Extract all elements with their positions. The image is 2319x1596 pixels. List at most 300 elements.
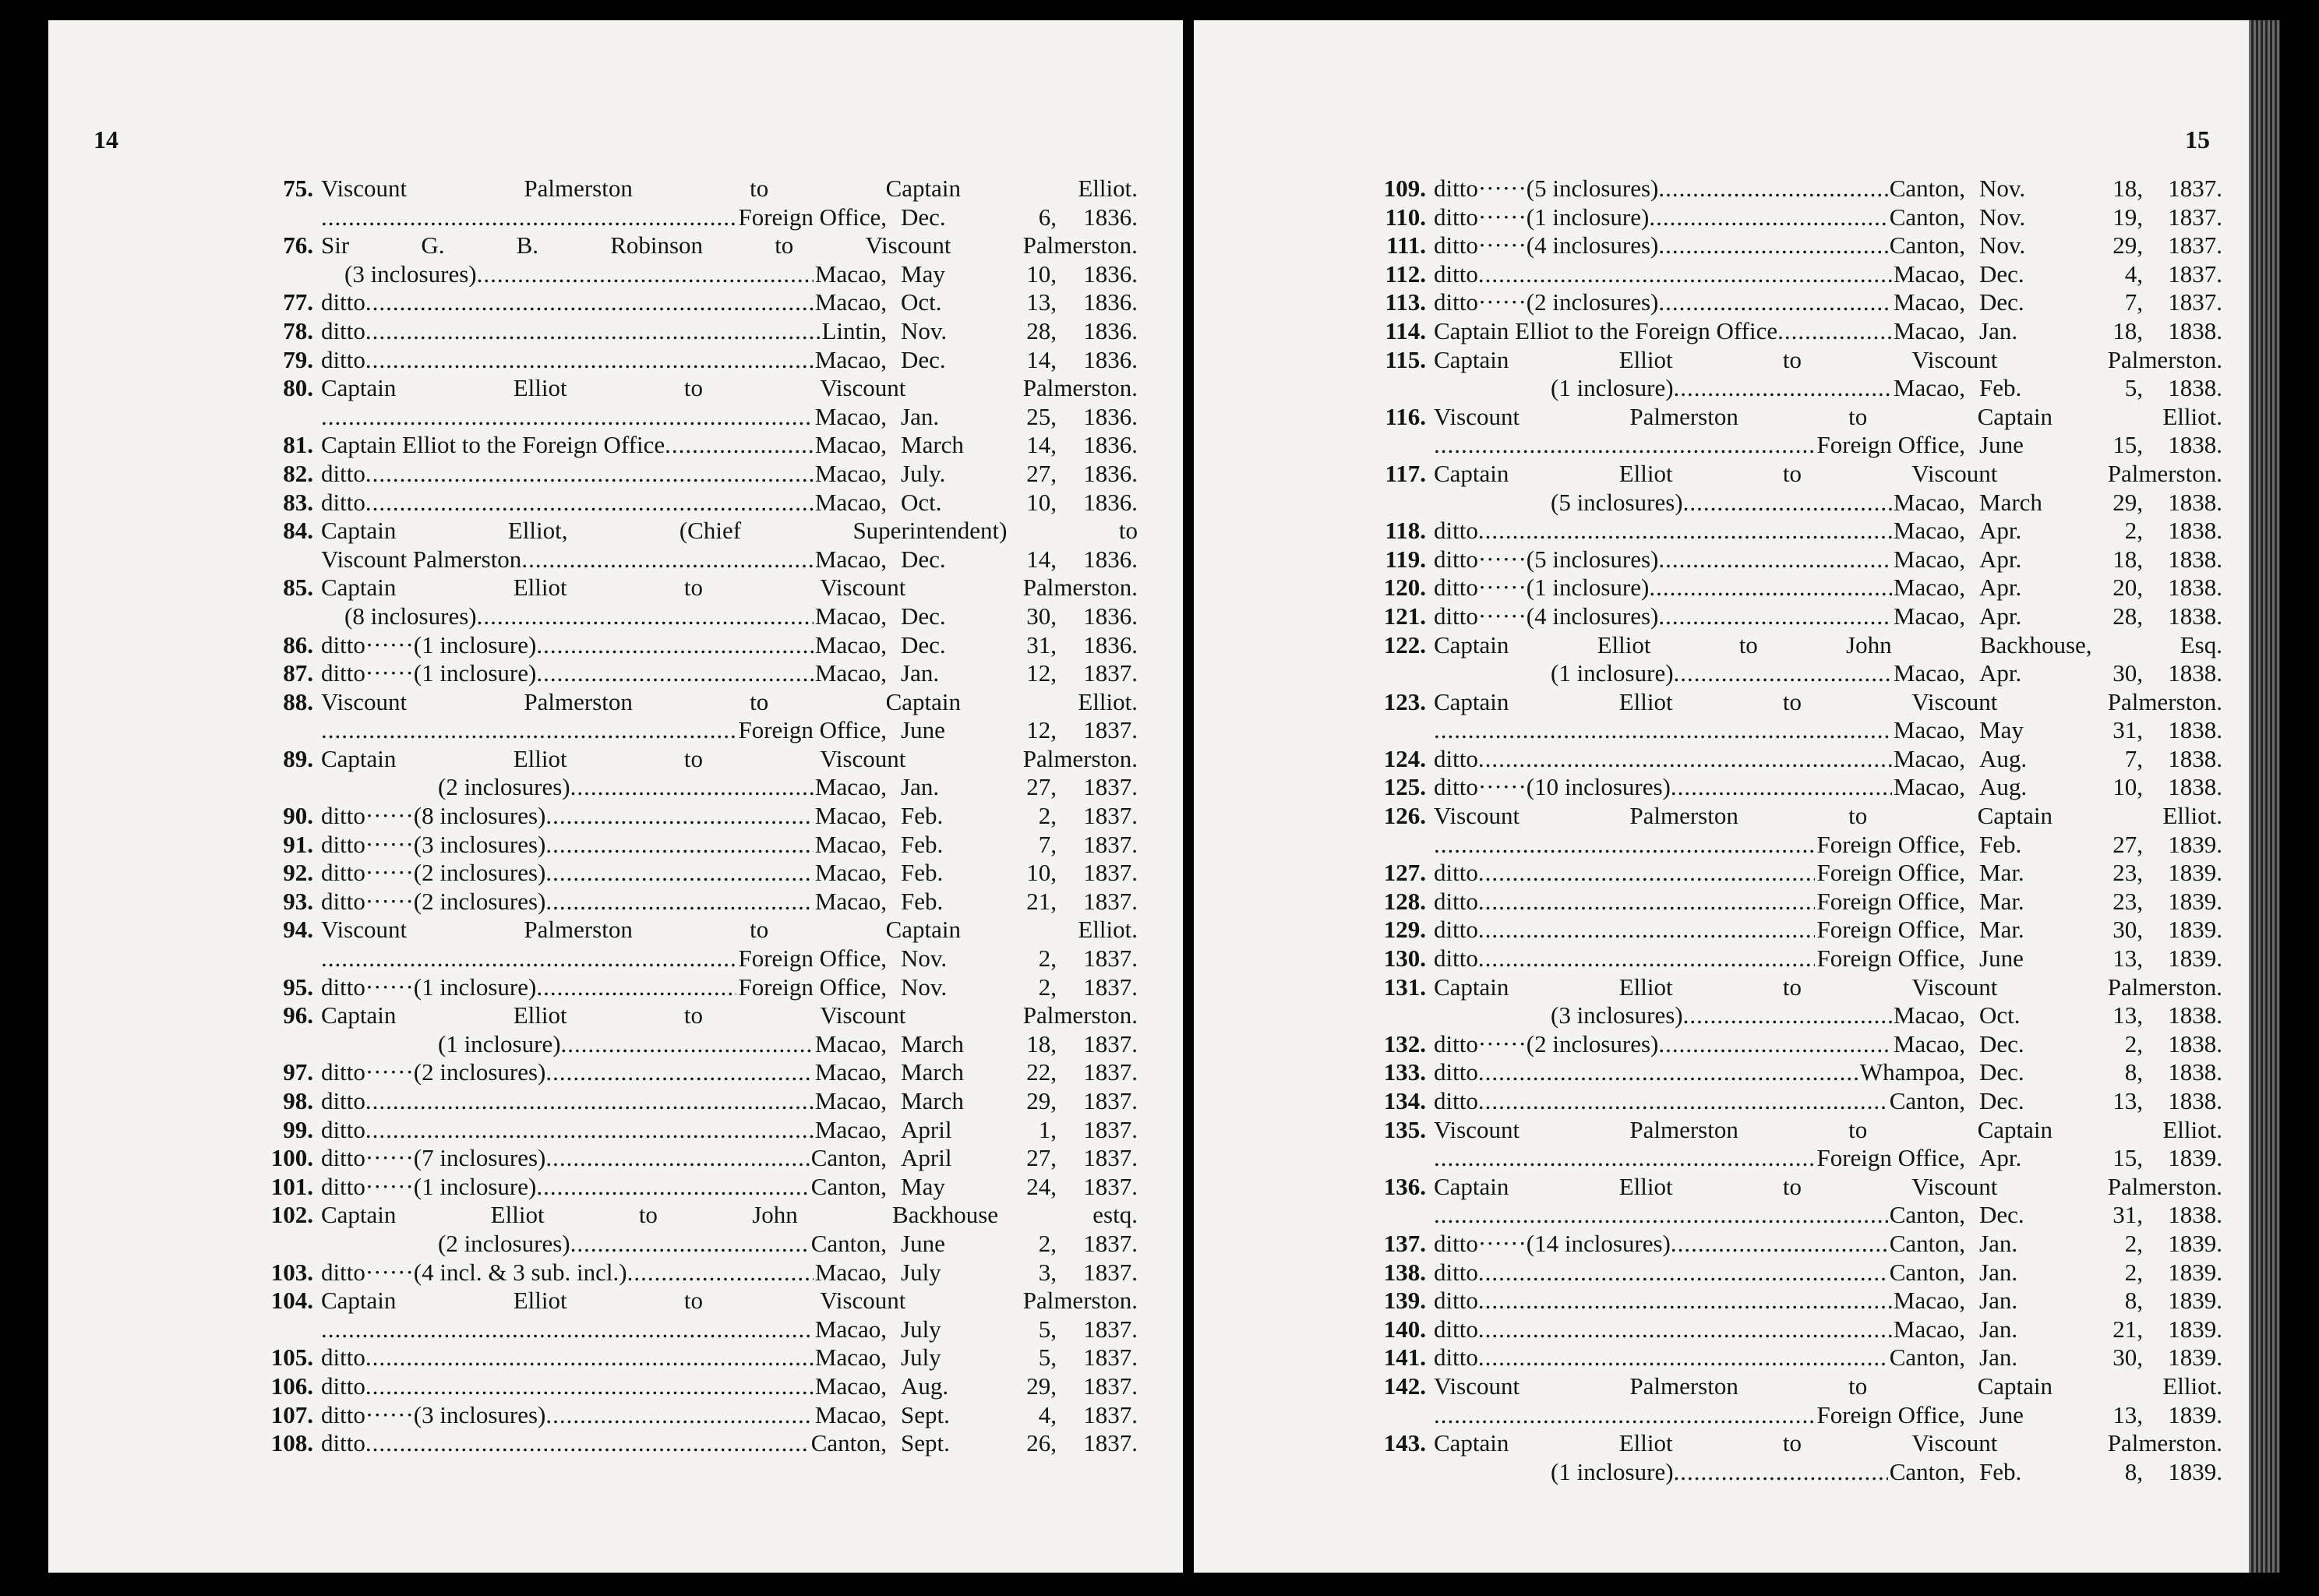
entry-day: 31,: [2113, 1201, 2143, 1229]
entry-month: April: [901, 1144, 952, 1172]
entry-title: Sir G. B. Robinson to Viscount Palmerston.: [321, 231, 1138, 260]
entry-year: 1839.: [2168, 916, 2222, 944]
entry-123: [1350, 688, 2222, 745]
entry-place: Macao,: [814, 402, 887, 430]
entry-day: 28,: [1026, 316, 1057, 344]
entry-day: 13,: [2113, 1001, 2143, 1029]
entry-day: 27,: [1026, 773, 1057, 801]
entry-month: Nov.: [1979, 175, 2026, 202]
entry-day: 10,: [1026, 260, 1057, 288]
entry-list-right: [1350, 175, 2222, 1486]
entry-day: 29,: [1026, 1087, 1057, 1114]
entry-day: 22,: [1026, 1058, 1057, 1086]
entry-78: [257, 317, 1138, 346]
entry-number: 87.: [283, 659, 313, 687]
entry-number: 113.: [1385, 288, 1426, 316]
entry-132: [1350, 1030, 2222, 1059]
entry-day: 10,: [1026, 488, 1057, 516]
entry-142: [1350, 1372, 2222, 1429]
entry-128: [1350, 888, 2222, 916]
entry-place: Macao,: [814, 802, 887, 830]
entry-year: 1837.: [1083, 1087, 1138, 1114]
entry-number: 80.: [283, 374, 313, 402]
entry-number: 139.: [1383, 1287, 1426, 1315]
entry-day: 1,: [1038, 1115, 1057, 1143]
entry-month: Feb.: [901, 887, 944, 915]
entry-number: 143.: [1383, 1429, 1426, 1457]
entry-month: Mar.: [1979, 916, 2024, 944]
entry-day: 2,: [1038, 945, 1057, 973]
entry-year: 1837.: [1083, 1400, 1138, 1428]
entry-description: ditto: [321, 1429, 365, 1457]
entry-79: [257, 346, 1138, 375]
entry-place: Foreign Office,: [1816, 431, 1965, 459]
entry-number: 100.: [270, 1144, 313, 1172]
entry-year: 1837.: [1083, 716, 1138, 744]
entry-place: Foreign Office,: [738, 716, 887, 744]
entry-year: 1837.: [1083, 1229, 1138, 1257]
entry-place: Macao,: [814, 630, 887, 659]
entry-place: Macao,: [1893, 488, 1965, 516]
entry-place: Macao,: [814, 830, 887, 858]
page-edge: [2249, 20, 2280, 1573]
entry-day: 4,: [2124, 260, 2143, 288]
entry-description: Viscount Palmerston: [321, 545, 522, 573]
entry-month: Nov.: [1979, 203, 2026, 231]
entry-description: ditto: [1434, 945, 1478, 973]
entry-number: 83.: [283, 488, 313, 516]
entry-year: 1837.: [1083, 887, 1138, 915]
entry-description: ditto: [1434, 859, 1478, 887]
entry-place: Foreign Office,: [1816, 830, 1965, 858]
entry-75: [257, 175, 1138, 231]
entry-place: Macao,: [1893, 288, 1965, 316]
entry-month: June: [1979, 431, 2024, 459]
entry-year: 1839.: [2168, 1287, 2222, 1315]
entry-title: Captain Elliot to John Backhouse estq.: [321, 1201, 1138, 1229]
entry-number: 103.: [270, 1258, 313, 1286]
entry-place: Macao,: [814, 602, 887, 630]
entry-month: July: [901, 1344, 941, 1372]
entry-number: 125.: [1383, 773, 1426, 801]
entry-description: ditto: [1434, 260, 1478, 288]
entry-description: ditto······(1 inclosure): [321, 659, 537, 687]
entry-number: 109.: [1383, 175, 1426, 202]
entry-month: Dec.: [1979, 288, 2024, 316]
entry-100: [257, 1144, 1138, 1173]
entry-month: Oct.: [901, 488, 942, 516]
entry-description: ditto······(4 inclosures): [1434, 602, 1659, 630]
entry-year: 1838.: [2168, 602, 2222, 630]
entry-description: ditto: [1434, 1287, 1478, 1315]
entry-year: 1838.: [2168, 716, 2222, 744]
entry-122: [1350, 631, 2222, 688]
entry-description: ditto······(2 inclosures): [1434, 288, 1659, 316]
entry-116: [1350, 403, 2222, 460]
entry-place: Macao,: [1893, 1029, 1965, 1058]
entry-year: 1837.: [1083, 773, 1138, 801]
entry-number: 77.: [283, 288, 313, 316]
entry-place: Macao,: [814, 1115, 887, 1143]
entry-131: [1350, 973, 2222, 1030]
entry-place: Foreign Office,: [1816, 945, 1965, 973]
entry-year: 1836.: [1083, 288, 1138, 316]
entry-title: Captain Elliot to Viscount Palmerston.: [321, 1001, 1138, 1029]
entry-year: 1837.: [1083, 802, 1138, 830]
entry-description: ditto: [1434, 1087, 1478, 1114]
entry-description: ditto: [321, 1372, 365, 1400]
entry-77: [257, 288, 1138, 317]
entry-year: 1838.: [2168, 659, 2222, 687]
entry-day: 24,: [1026, 1172, 1057, 1200]
entry-description: ditto······(1 inclosure): [321, 973, 537, 1001]
entry-day: 23,: [2113, 859, 2143, 887]
entry-number: 101.: [270, 1172, 313, 1200]
entry-day: 18,: [2113, 316, 2143, 344]
entry-113: [1350, 288, 2222, 317]
entry-95: [257, 973, 1138, 1002]
entry-description: ditto: [1434, 517, 1478, 545]
entry-day: 27,: [1026, 459, 1057, 487]
entry-description: ditto: [321, 1087, 365, 1114]
entry-99: [257, 1116, 1138, 1145]
entry-127: [1350, 859, 2222, 888]
entry-month: Mar.: [1979, 859, 2024, 887]
entry-place: Macao,: [814, 1344, 887, 1372]
entry-number: 76.: [283, 231, 313, 260]
entry-year: 1837.: [1083, 1172, 1138, 1200]
entry-day: 5,: [2124, 374, 2143, 402]
entry-month: Nov.: [901, 973, 948, 1001]
entry-number: 108.: [270, 1429, 313, 1457]
entry-number: 121.: [1383, 602, 1426, 630]
entry-year: 1837.: [1083, 1344, 1138, 1372]
entry-title: Captain Elliot, (Chief Superintendent) to: [321, 517, 1138, 545]
entry-description: ditto······(10 inclosures): [1434, 773, 1671, 801]
entry-title: Viscount Palmerston to Captain Elliot.: [321, 916, 1138, 944]
entry-day: 2,: [2124, 517, 2143, 545]
entry-description: ditto: [321, 316, 365, 344]
entry-number: 91.: [283, 830, 313, 858]
entry-day: 7,: [1038, 830, 1057, 858]
entry-place: Macao,: [1893, 602, 1965, 630]
entry-year: 1837.: [1083, 830, 1138, 858]
entry-94: [257, 916, 1138, 973]
entry-number: 123.: [1383, 687, 1426, 715]
entry-place: Macao,: [814, 488, 887, 516]
entry-place: Canton,: [1889, 1258, 1965, 1286]
entry-day: 23,: [2113, 887, 2143, 915]
entry-129: [1350, 916, 2222, 945]
entry-title: Viscount Palmerston to Captain Elliot.: [321, 687, 1138, 715]
entry-month: Jan.: [901, 773, 940, 801]
entry-place: Macao,: [1893, 574, 1965, 602]
entry-year: 1838.: [2168, 574, 2222, 602]
entry-year: 1837.: [2168, 203, 2222, 231]
entry-number: 134.: [1383, 1087, 1426, 1114]
entry-year: 1837.: [1083, 1258, 1138, 1286]
entry-place: Macao,: [1893, 1315, 1965, 1343]
entry-number: 114.: [1385, 316, 1426, 344]
entry-day: 13,: [1026, 288, 1057, 316]
entry-year: 1838.: [2168, 316, 2222, 344]
entry-92: [257, 859, 1138, 888]
entry-day: 27,: [2113, 830, 2143, 858]
entry-month: Jan.: [1979, 316, 2018, 344]
entry-month: Feb.: [1979, 830, 2022, 858]
entry-title: Captain Elliot to Viscount Palmerston.: [1434, 345, 2222, 373]
entry-137: [1350, 1230, 2222, 1259]
entry-place: Foreign Office,: [738, 203, 887, 231]
entry-98: [257, 1087, 1138, 1116]
entry-description: Captain Elliot to the Foreign Office: [321, 431, 665, 459]
entry-description: ditto······(2 inclosures): [321, 1058, 546, 1086]
entry-day: 12,: [1026, 716, 1057, 744]
entry-place: Canton,: [1889, 175, 1965, 202]
entry-month: March: [901, 1087, 964, 1114]
entry-title: Captain Elliot to Viscount Palmerston.: [321, 1287, 1138, 1315]
entry-description: ditto: [321, 488, 365, 516]
entry-84: [257, 517, 1138, 574]
entry-description: Captain Elliot to the Foreign Office: [1434, 316, 1778, 344]
entry-year: 1838.: [2168, 744, 2222, 772]
entry-121: [1350, 602, 2222, 631]
entry-month: Feb.: [901, 859, 944, 887]
entry-number: 92.: [283, 859, 313, 887]
entry-description: ditto······(4 incl. & 3 sub. incl.): [321, 1258, 627, 1286]
right-page: [1194, 20, 2249, 1573]
entry-description: ditto: [321, 288, 365, 316]
entry-description: ditto······(5 inclosures): [1434, 175, 1659, 202]
entry-month: Jan.: [1979, 1229, 2018, 1257]
entry-description: ditto······(8 inclosures): [321, 802, 546, 830]
entry-year: 1838.: [2168, 374, 2222, 402]
entry-101: [257, 1173, 1138, 1202]
entry-month: Apr.: [1979, 1144, 2022, 1172]
entry-description: ditto: [1434, 887, 1478, 915]
entry-day: 4,: [1038, 1400, 1057, 1428]
entry-year: 1837.: [1083, 1429, 1138, 1457]
entry-day: 13,: [2113, 945, 2143, 973]
entry-number: 98.: [283, 1087, 313, 1114]
entry-120: [1350, 574, 2222, 602]
page-number-left: 14: [94, 125, 118, 154]
entry-year: 1837.: [1083, 973, 1138, 1001]
entry-month: Dec.: [901, 203, 946, 231]
entry-year: 1838.: [2168, 1201, 2222, 1229]
entry-134: [1350, 1087, 2222, 1116]
entry-number: 119.: [1385, 545, 1426, 573]
entry-number: 85.: [283, 574, 313, 602]
entry-115: [1350, 346, 2222, 403]
entry-114: [1350, 317, 2222, 346]
entry-place: Foreign Office,: [1816, 887, 1965, 915]
entry-place: Macao,: [814, 1400, 887, 1428]
entry-day: 21,: [2113, 1315, 2143, 1343]
entry-day: 2,: [1038, 802, 1057, 830]
entry-number: 129.: [1383, 916, 1426, 944]
entry-day: 5,: [1038, 1344, 1057, 1372]
entry-number: 131.: [1383, 973, 1426, 1001]
entry-110: [1350, 203, 2222, 232]
entry-year: 1836.: [1083, 488, 1138, 516]
entry-day: 6,: [1038, 203, 1057, 231]
entry-day: 20,: [2113, 574, 2143, 602]
entry-year: 1837.: [2168, 231, 2222, 260]
entry-place: Canton,: [1889, 1344, 1965, 1372]
entry-number: 122.: [1383, 630, 1426, 659]
entry-number: 93.: [283, 887, 313, 915]
entry-place: Macao,: [1893, 374, 1965, 402]
entry-number: 120.: [1383, 574, 1426, 602]
entry-month: July: [901, 1315, 941, 1343]
entry-place: Macao,: [1893, 716, 1965, 744]
entry-day: 26,: [1026, 1429, 1057, 1457]
entry-month: Dec.: [1979, 1087, 2024, 1114]
entry-month: Sept.: [901, 1400, 950, 1428]
entry-month: July: [901, 1258, 941, 1286]
entry-month: Apr.: [1979, 545, 2022, 573]
entry-97: [257, 1058, 1138, 1087]
entry-number: 106.: [270, 1372, 313, 1400]
entry-place: Canton,: [1889, 1201, 1965, 1229]
entry-month: Feb.: [901, 830, 944, 858]
entry-year: 1839.: [2168, 1144, 2222, 1172]
entry-year: 1839.: [2168, 945, 2222, 973]
entry-number: 105.: [270, 1344, 313, 1372]
entry-month: Dec.: [1979, 260, 2024, 288]
entry-month: March: [901, 1029, 964, 1058]
entry-place: Macao,: [1893, 1287, 1965, 1315]
entry-number: 78.: [283, 316, 313, 344]
entry-title: Captain Elliot to John Backhouse, Esq.: [1434, 630, 2222, 659]
entry-number: 88.: [283, 687, 313, 715]
entry-day: 14,: [1026, 345, 1057, 373]
entry-108: [257, 1429, 1138, 1458]
entry-place: Canton,: [810, 1429, 887, 1457]
entry-year: 1836.: [1083, 345, 1138, 373]
entry-title: Captain Elliot to Viscount Palmerston.: [1434, 973, 2222, 1001]
entry-title: Viscount Palmerston to Captain Elliot.: [1434, 402, 2222, 430]
entry-description: ditto: [321, 1115, 365, 1143]
entry-day: 14,: [1026, 545, 1057, 573]
entry-place: Canton,: [1889, 1457, 1965, 1485]
entry-day: 19,: [2113, 203, 2143, 231]
entry-day: 10,: [2113, 773, 2143, 801]
entry-day: 27,: [1026, 1144, 1057, 1172]
entry-number: 107.: [270, 1400, 313, 1428]
entry-month: Apr.: [1979, 574, 2022, 602]
entry-117: [1350, 460, 2222, 517]
entry-number: 128.: [1383, 887, 1426, 915]
entry-96: [257, 1001, 1138, 1058]
entry-month: Jan.: [1979, 1287, 2018, 1315]
entry-year: 1837.: [1083, 1372, 1138, 1400]
entry-month: June: [1979, 1400, 2024, 1428]
entry-day: 30,: [2113, 659, 2143, 687]
entry-description: (1 inclosure): [1551, 374, 1674, 402]
entry-year: 1837.: [2168, 288, 2222, 316]
entry-day: 5,: [1038, 1315, 1057, 1343]
entry-title: Viscount Palmerston to Captain Elliot.: [1434, 1372, 2222, 1400]
entry-day: 2,: [1038, 973, 1057, 1001]
entry-title: Captain Elliot to Viscount Palmerston.: [321, 374, 1138, 402]
entry-place: Foreign Office,: [1816, 1144, 1965, 1172]
entry-year: 1836.: [1083, 431, 1138, 459]
entry-description: ditto: [1434, 1315, 1478, 1343]
entry-139: [1350, 1287, 2222, 1315]
entry-104: [257, 1287, 1138, 1344]
entry-year: 1838.: [2168, 1058, 2222, 1086]
entry-day: 8,: [2124, 1457, 2143, 1485]
entry-description: (5 inclosures): [1551, 488, 1683, 516]
entry-day: 29,: [1026, 1372, 1057, 1400]
entry-place: Macao,: [814, 459, 887, 487]
entry-85: [257, 574, 1138, 630]
entry-place: Macao,: [814, 1058, 887, 1086]
entry-month: May: [1979, 716, 2024, 744]
entry-place: Macao,: [814, 1372, 887, 1400]
entry-month: Dec.: [1979, 1029, 2024, 1058]
entry-month: Apr.: [1979, 659, 2022, 687]
entry-80: [257, 374, 1138, 431]
entry-number: 142.: [1383, 1372, 1426, 1400]
entry-description: (2 inclosures): [438, 1229, 570, 1257]
entry-month: Sept.: [901, 1429, 950, 1457]
entry-place: Macao,: [1893, 517, 1965, 545]
entry-month: April: [901, 1115, 952, 1143]
entry-month: June: [901, 1229, 945, 1257]
entry-138: [1350, 1259, 2222, 1287]
entry-description: ditto: [321, 459, 365, 487]
entry-place: Macao,: [1893, 659, 1965, 687]
entry-day: 18,: [2113, 545, 2143, 573]
entry-place: Foreign Office,: [738, 973, 887, 1001]
entry-day: 8,: [2124, 1058, 2143, 1086]
entry-103: [257, 1259, 1138, 1287]
entry-year: 1837.: [1083, 945, 1138, 973]
entry-year: 1837.: [1083, 1144, 1138, 1172]
entry-place: Macao,: [814, 859, 887, 887]
entry-year: 1837.: [1083, 1058, 1138, 1086]
entry-year: 1839.: [2168, 859, 2222, 887]
entry-place: Canton,: [1889, 203, 1965, 231]
entry-title: Captain Elliot to Viscount Palmerston.: [321, 744, 1138, 772]
entry-month: July.: [901, 459, 946, 487]
entry-description: ditto: [321, 1344, 365, 1372]
left-page: [48, 20, 1183, 1573]
entry-month: Nov.: [901, 945, 948, 973]
entry-place: Macao,: [1893, 545, 1965, 573]
entry-number: 127.: [1383, 859, 1426, 887]
entry-place: Macao,: [814, 431, 887, 459]
entry-month: Nov.: [901, 316, 948, 344]
entry-day: 2,: [1038, 1229, 1057, 1257]
entry-month: Oct.: [901, 288, 942, 316]
entry-month: Mar.: [1979, 887, 2024, 915]
entry-107: [257, 1401, 1138, 1430]
entry-number: 115.: [1385, 345, 1426, 373]
entry-day: 7,: [2124, 288, 2143, 316]
entry-month: Jan.: [1979, 1258, 2018, 1286]
entry-month: Aug.: [901, 1372, 949, 1400]
entry-month: March: [901, 431, 964, 459]
entry-number: 116.: [1385, 402, 1426, 430]
entry-day: 2,: [2124, 1229, 2143, 1257]
entry-number: 117.: [1385, 459, 1426, 487]
entry-year: 1839.: [2168, 830, 2222, 858]
entry-description: ditto······(1 inclosure): [321, 1172, 537, 1200]
